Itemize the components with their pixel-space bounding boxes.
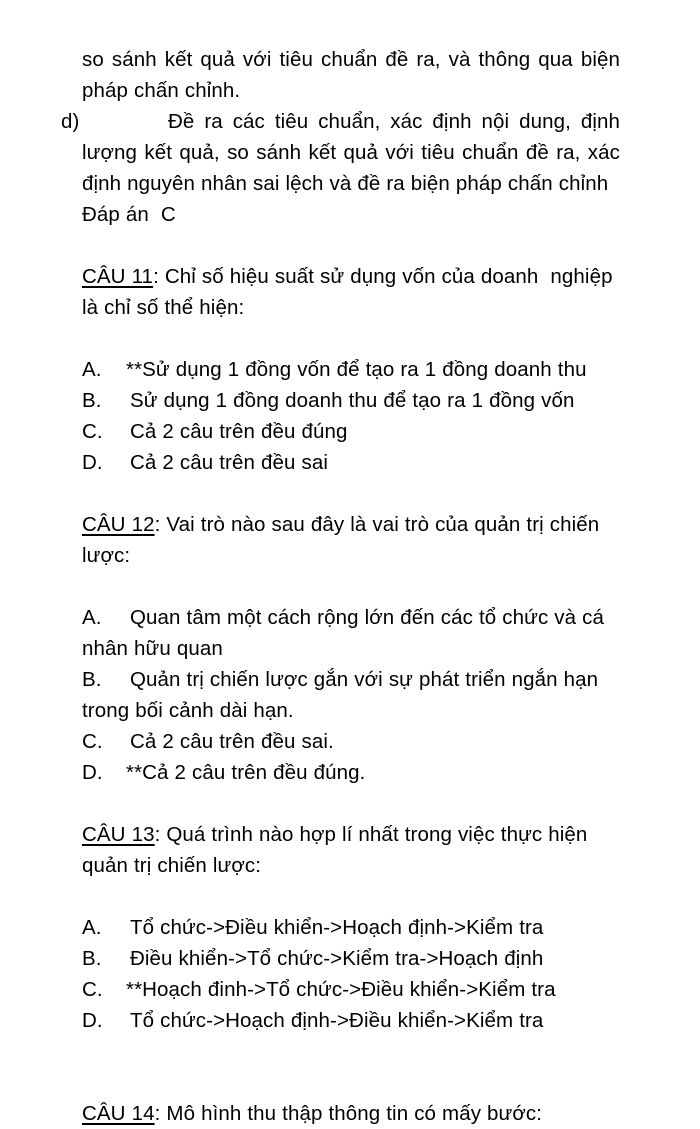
question-text-14: Mô hình thu thập thông tin có mấy bước: <box>166 1102 543 1125</box>
option-row[interactable] <box>61 385 620 416</box>
question-separator-12: : <box>154 513 167 536</box>
question-heading-13 <box>61 819 620 881</box>
list-item-d-text: Đề ra các tiêu chuẩn, xác định nội dung, định lượng kết quả, so sánh kết quả với tiêu chuẩn đề ra, xác định nguyên nhân sai lệch và đề ra biện pháp chấn chỉnh <box>82 110 620 195</box>
option-letter: A. <box>82 606 102 629</box>
options-list-12 <box>61 602 620 788</box>
option-row[interactable] <box>61 912 620 943</box>
option-row[interactable] <box>61 354 620 385</box>
option-letter: C. <box>82 420 103 443</box>
question-label-14: CÂU 14 <box>82 1102 155 1125</box>
option-text: Điều khiển->Tổ chức->Kiểm tra->Hoạch định <box>130 947 544 970</box>
question-label-13: CÂU 13 <box>82 823 155 846</box>
options-gap <box>61 881 620 912</box>
option-letter: C. <box>82 730 103 753</box>
options-list-13 <box>61 912 620 1036</box>
question-label-11: CÂU 11 <box>82 265 154 288</box>
option-row[interactable] <box>61 757 620 788</box>
option-text: **Cả 2 câu trên đều đúng. <box>126 761 366 784</box>
option-letter: A. <box>82 358 102 381</box>
question-label-12: CÂU 12 <box>82 513 155 536</box>
option-row[interactable] <box>61 943 620 974</box>
question-text-13: Quá trình nào hợp lí nhất trong việc thực hiện quản trị chiến lược: <box>82 823 594 877</box>
block-gap <box>61 788 620 819</box>
options-gap <box>61 571 620 602</box>
options-gap <box>61 323 620 354</box>
option-letter: D. <box>82 1009 103 1032</box>
list-marker-d: d) <box>61 110 80 133</box>
question-block-13 <box>61 819 620 1036</box>
question-block-14 <box>61 1098 620 1129</box>
option-row[interactable] <box>61 664 620 726</box>
option-letter: D. <box>82 451 103 474</box>
option-row[interactable] <box>61 726 620 757</box>
question-text-11: Chỉ số hiệu suất sử dụng vốn của doanh nghiệp là chỉ số thể hiện: <box>82 265 619 319</box>
block-gap <box>61 230 620 261</box>
option-text: Cả 2 câu trên đều sai. <box>130 730 334 753</box>
option-text: Cả 2 câu trên đều sai <box>130 451 328 474</box>
section-gap <box>61 1036 620 1098</box>
intro-section <box>61 44 620 230</box>
answer-key-line: Đáp án C <box>82 203 176 226</box>
question-heading-11 <box>61 261 620 323</box>
options-list-11 <box>61 354 620 478</box>
question-block-12 <box>61 509 620 788</box>
option-letter: C. <box>82 978 103 1001</box>
option-text: Tổ chức->Hoạch định->Điều khiển->Kiểm tra <box>130 1009 544 1032</box>
question-heading-12 <box>61 509 620 571</box>
option-text: Tổ chức->Điều khiển->Hoạch định->Kiểm tra <box>130 916 544 939</box>
option-row[interactable] <box>61 974 620 1005</box>
list-item-d <box>61 106 620 199</box>
option-letter: B. <box>82 668 102 691</box>
question-block-11 <box>61 261 620 478</box>
block-gap <box>61 478 620 509</box>
option-text: Sử dụng 1 đồng doanh thu để tạo ra 1 đồng vốn <box>130 389 575 412</box>
question-text-12: Vai trò nào sau đây là vai trò của quản trị chiến lược: <box>82 513 600 567</box>
option-row[interactable] <box>61 1005 620 1036</box>
question-separator-13: : <box>154 823 167 846</box>
option-row[interactable] <box>61 602 620 664</box>
question-heading-14 <box>61 1098 620 1129</box>
option-letter: A. <box>82 916 102 939</box>
continued-paragraph: so sánh kết quả với tiêu chuẩn đề ra, và thông qua biện pháp chấn chỉnh. <box>82 48 620 102</box>
option-row[interactable] <box>61 447 620 478</box>
option-text: Cả 2 câu trên đều đúng <box>130 420 348 443</box>
question-separator-14: : <box>154 1102 167 1125</box>
option-text: Quan tâm một cách rộng lớn đến các tổ chức và cá nhân hữu quan <box>82 606 605 660</box>
option-letter: D. <box>82 761 103 784</box>
option-letter: B. <box>82 947 102 970</box>
option-row[interactable] <box>61 416 620 447</box>
option-text: Quản trị chiến lược gắn với sự phát triển ngắn hạn trong bối cảnh dài hạn. <box>82 668 599 722</box>
question-separator-11: : <box>153 265 165 288</box>
option-letter: B. <box>82 389 102 412</box>
option-text: **Sử dụng 1 đồng vốn để tạo ra 1 đồng doanh thu <box>126 358 587 381</box>
option-text: **Hoạch đinh->Tổ chức->Điều khiển->Kiểm tra <box>126 978 556 1001</box>
